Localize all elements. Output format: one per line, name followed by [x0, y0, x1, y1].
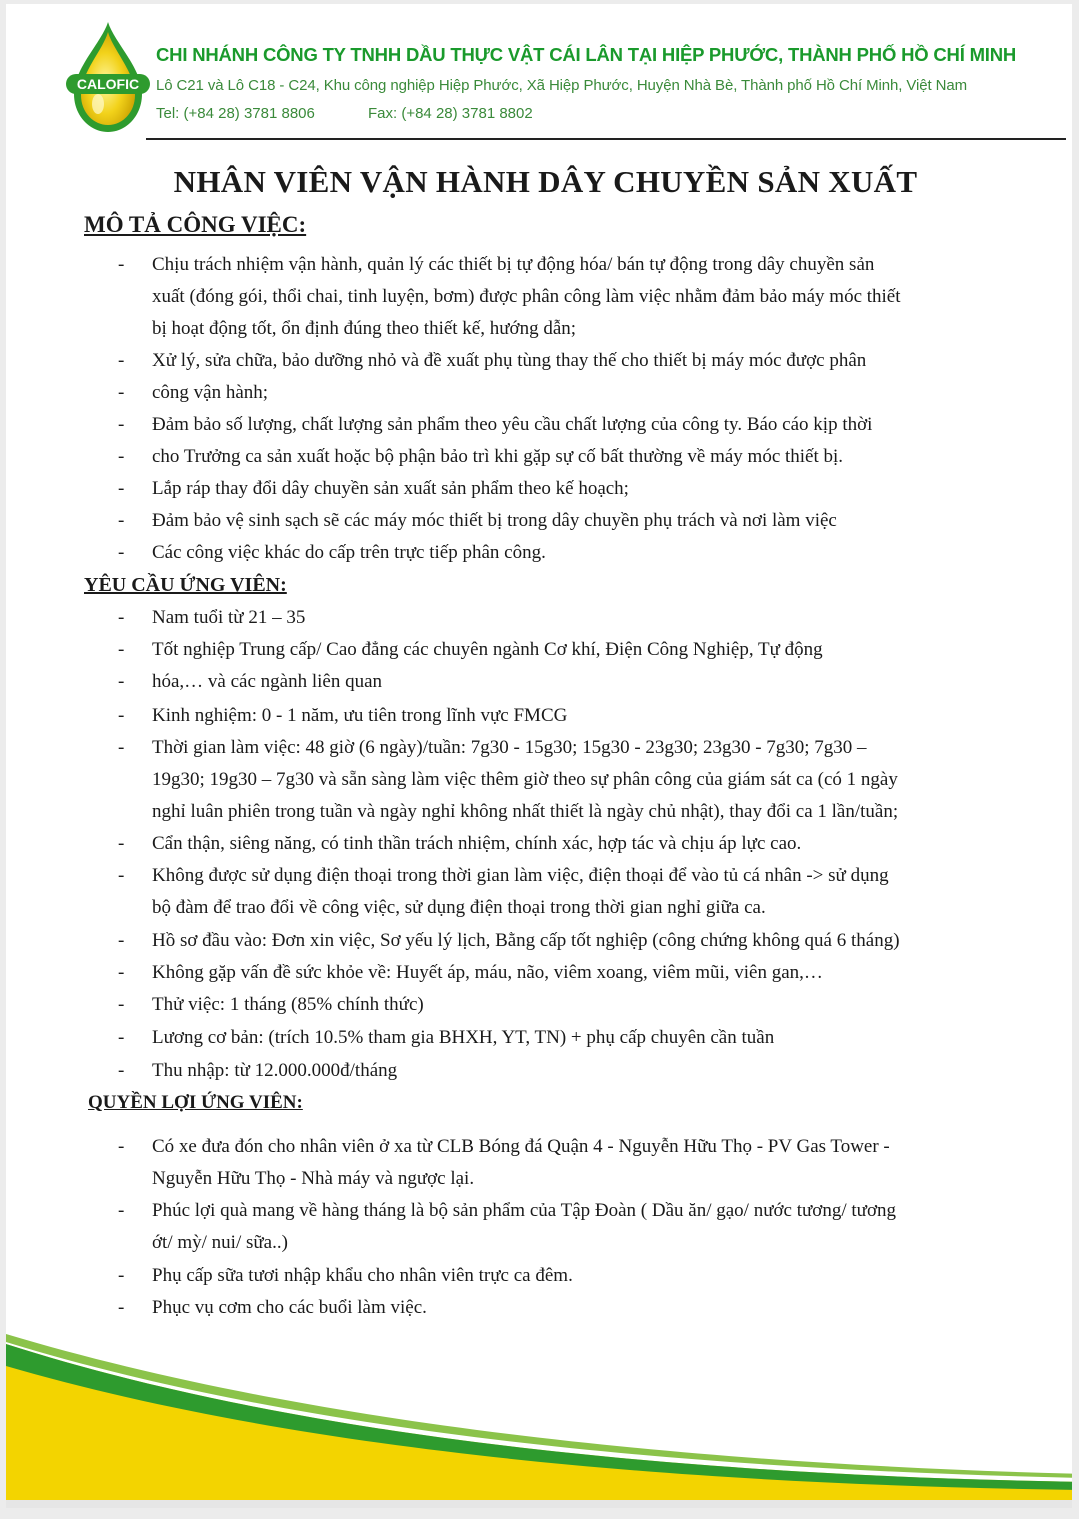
list-item-text: Phúc lợi quà mang về hàng tháng là bộ sản phẩm của Tập Đoàn ( Dầu ăn/ gạo/ nước tương/ tương [152, 1200, 897, 1221]
list-item-text: ớt/ mỳ/ nui/ sữa..) [152, 1232, 288, 1253]
page-title: NHÂN VIÊN VẬN HÀNH DÂY CHUYỀN SẢN XUẤT [173, 164, 918, 199]
list-item-text: 19g30; 19g30 – 7g30 và sẵn sàng làm việc thêm giờ theo sự phân công của giám sát ca (có 1 ngày [152, 769, 898, 790]
list-item-text: Cẩn thận, siêng năng, có tinh thần trách nhiệm, chính xác, hợp tác và chịu áp lực cao. [152, 833, 802, 854]
list-item-text: công vận hành; [152, 382, 269, 403]
list-item-text: Kinh nghiệm: 0 - 1 năm, ưu tiên trong lĩnh vực FMCG [152, 705, 568, 726]
list-item-text: Không gặp vấn đề sức khỏe về: Huyết áp, máu, não, viêm xoang, viêm mũi, viên gan,… [152, 962, 823, 983]
bullet-dash: - [118, 930, 125, 951]
list-item-text: Không được sử dụng điện thoại trong thời gian làm việc, điện thoại để vào tủ cá nhân -> sử dụng [152, 865, 889, 886]
logo-text: CALOFIC [76, 76, 140, 92]
bullet-dash: - [118, 254, 125, 275]
bullet-dash: - [118, 1297, 125, 1318]
list-item-text: Có xe đưa đón cho nhân viên ở xa từ CLB Bóng đá Quận 4 - Nguyễn Hữu Thọ - PV Gas Tower - [152, 1136, 890, 1157]
document-page [6, 4, 1072, 1508]
bullet-dash: - [118, 1265, 125, 1286]
list-item-text: Đảm bảo vệ sinh sạch sẽ các máy móc thiết bị trong dây chuyền phụ trách và nơi làm việc [152, 510, 837, 531]
list-item-text: bị hoạt động tốt, ổn định đúng theo thiết kế, hướng dẫn; [152, 318, 577, 339]
bullet-dash: - [118, 671, 125, 692]
bullet-dash: - [118, 1060, 125, 1081]
list-item-text: Thử việc: 1 tháng (85% chính thức) [152, 994, 424, 1015]
footer-swoosh [6, 1304, 1072, 1508]
bullet-dash: - [118, 446, 125, 467]
bullet-dash: - [118, 994, 125, 1015]
bullet-dash: - [118, 1200, 125, 1221]
tel-number: Tel: (+84 28) 3781 8806 [156, 105, 315, 122]
calofic-logo [64, 18, 152, 136]
list-item-text: nghỉ luân phiên trong tuần và ngày nghỉ không nhất thiết là ngày chủ nhật), thay đổi ca 1 lần/tuần; [152, 801, 899, 822]
bullet-dash: - [118, 865, 125, 886]
list-item-text: Phục vụ cơm cho các buổi làm việc. [152, 1297, 427, 1318]
bullet-dash: - [118, 382, 125, 403]
bullet-dash: - [118, 542, 125, 563]
header-divider [146, 138, 1066, 140]
list-item-text: Lương cơ bản: (trích 10.5% tham gia BHXH, YT, TN) + phụ cấp chuyên cần tuần [152, 1027, 775, 1048]
bullet-dash: - [118, 510, 125, 531]
list-item-text: Nguyễn Hữu Thọ - Nhà máy và ngược lại. [152, 1168, 475, 1189]
list-item-text: Hồ sơ đầu vào: Đơn xin việc, Sơ yếu lý lịch, Bằng cấp tốt nghiệp (công chứng không quá 6 tháng) [152, 930, 900, 951]
bullet-dash: - [118, 962, 125, 983]
bullet-dash: - [118, 1027, 125, 1048]
fax-number: Fax: (+84 28) 3781 8802 [368, 105, 533, 122]
bullet-dash: - [118, 1136, 125, 1157]
list-item-text: hóa,… và các ngành liên quan [152, 671, 383, 692]
list-item-text: Thu nhập: từ 12.000.000đ/tháng [152, 1060, 398, 1081]
section-heading-benefits: QUYỀN LỢI ỨNG VIÊN: [88, 1092, 303, 1113]
list-item-text: bộ đàm để trao đổi về công việc, sử dụng điện thoại trong thời gian nghỉ giữa ca. [152, 897, 766, 918]
list-item-text: Chịu trách nhiệm vận hành, quản lý các thiết bị tự động hóa/ bán tự động trong dây chuyền sản [152, 254, 875, 275]
list-item-text: Lắp ráp thay đổi dây chuyền sản xuất sản phẩm theo kế hoạch; [152, 478, 629, 499]
company-contact [156, 105, 533, 122]
bullet-dash: - [118, 607, 125, 628]
list-item-text: xuất (đóng gói, thổi chai, tinh luyện, bơm) được phân công làm việc nhằm đảm bảo máy móc thiết [152, 286, 901, 307]
bullet-dash: - [118, 833, 125, 854]
list-item-text: Xử lý, sửa chữa, bảo dưỡng nhỏ và đề xuất phụ tùng thay thế cho thiết bị máy móc được phân [152, 350, 867, 371]
list-item-text: Phụ cấp sữa tươi nhập khẩu cho nhân viên trực ca đêm. [152, 1265, 573, 1286]
bullet-dash: - [118, 705, 125, 726]
list-item-text: Các công việc khác do cấp trên trực tiếp phân công. [152, 542, 546, 563]
list-item-text: Tốt nghiệp Trung cấp/ Cao đẳng các chuyên ngành Cơ khí, Điện Công Nghiệp, Tự động [152, 639, 823, 660]
company-address: Lô C21 và Lô C18 - C24, Khu công nghiệp Hiệp Phước, Xã Hiệp Phước, Huyện Nhà Bè, Thành phố Hồ Chí Minh, Việt Nam [156, 77, 967, 94]
list-item-text: cho Trưởng ca sản xuất hoặc bộ phận bảo trì khi gặp sự cố bất thường về máy móc thiết bị. [152, 446, 844, 467]
section-heading-requirements: YÊU CẦU ỨNG VIÊN: [84, 574, 287, 596]
list-item-text: Thời gian làm việc: 48 giờ (6 ngày)/tuần: 7g30 - 15g30; 15g30 - 23g30; 23g30 - 7g30; 7g30 – [152, 737, 867, 758]
bullet-dash: - [118, 639, 125, 660]
bullet-dash: - [118, 478, 125, 499]
bullet-dash: - [118, 414, 125, 435]
list-item-text: Đảm bảo số lượng, chất lượng sản phẩm theo yêu cầu chất lượng của công ty. Báo cáo kịp thời [152, 414, 873, 435]
list-item-text: Nam tuổi từ 21 – 35 [152, 607, 306, 628]
bullet-dash: - [118, 350, 125, 371]
company-name: CHI NHÁNH CÔNG TY TNHH DẦU THỰC VẬT CÁI LÂN TẠI HIỆP PHƯỚC, THÀNH PHỐ HỒ CHÍ MINH [156, 44, 1017, 65]
bullet-dash: - [118, 737, 125, 758]
section-heading-description: MÔ TẢ CÔNG VIỆC: [84, 212, 307, 237]
